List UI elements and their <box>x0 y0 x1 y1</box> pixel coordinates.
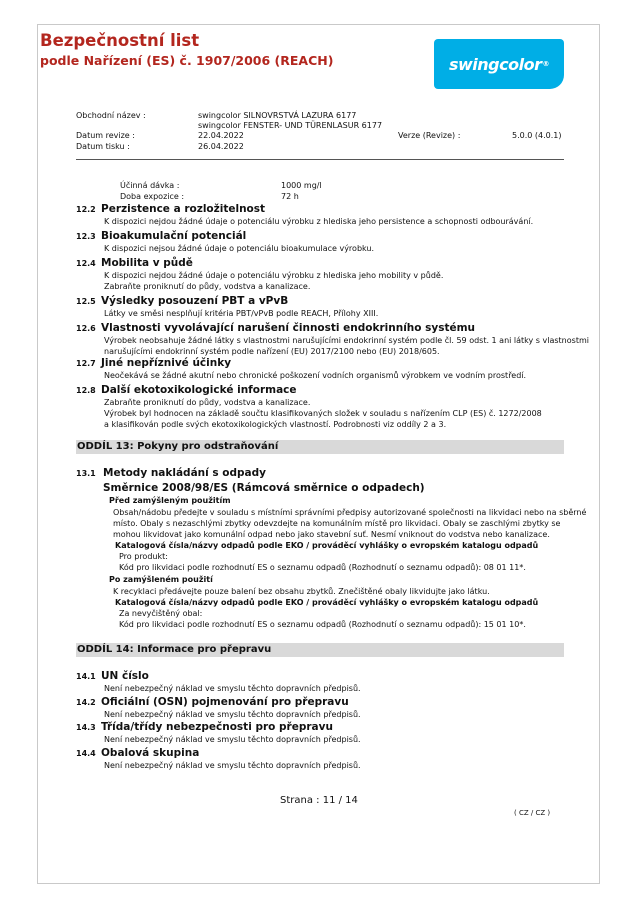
product-label: Pro produkt: <box>119 552 168 561</box>
section-text: Výrobek byl hodnocen na základě součtu klasifikovaných složek v souladu s nařízením CLP (ES) č. 1272/2008 <box>104 409 542 418</box>
unclean-code: Kód pro likvidaci podle rozhodnutí ES o seznamu odpadů (Rozhodnutí o seznamu odpadů): 15 01 10*. <box>119 620 526 629</box>
trade-name-label: Obchodní název : <box>76 111 146 120</box>
section-heading: Perzistence a rozložitelnost <box>101 203 266 215</box>
section-text: mohou likvidovat jako komunální odpad nebo jako stavební suť. Nesmí vniknout do vodstva nebo kanalizace. <box>113 530 550 539</box>
section-subheading: Směrnice 2008/98/ES (Rámcová směrnice o odpadech) <box>103 482 425 494</box>
section-number: 14.4 <box>76 749 96 758</box>
section-heading: Výsledky posouzení PBT a vPvB <box>101 295 289 307</box>
section-text: Neočekává se žádné akutní nebo chronické poškození vodních organismů výrobkem ve vodním prostředí. <box>104 371 527 380</box>
section-number: 14.2 <box>76 698 96 707</box>
section-number: 12.3 <box>76 232 96 241</box>
section-text: a klasifikován podle svých ekotoxikologických vlastností. Podrobnosti viz oddíly 2 a 3. <box>104 420 447 429</box>
section-heading: Metody nakládání s odpady <box>103 467 266 479</box>
section-number: 12.4 <box>76 259 96 268</box>
section-heading: Mobilita v půdě <box>101 257 193 269</box>
catalog-heading: Katalogová čísla/názvy odpadů podle EKO / prováděcí vyhlášky o evropském katalogu odpadů <box>115 598 539 607</box>
dose-label: Účinná dávka : <box>120 181 180 190</box>
section-number: 12.7 <box>76 359 96 368</box>
section-text: místo. Obaly s nezaschlými zbytky odevzdejte na komunálním místě pro likvidaci. Obaly se zaschlými zbytky se <box>113 519 561 528</box>
section-heading: Obalová skupina <box>101 747 200 759</box>
section-number: 12.6 <box>76 324 96 333</box>
section-text: K dispozici nejdou žádné údaje o potenciálu výrobku z hlediska jeho persistence a schopnosti odbourávání. <box>104 217 534 226</box>
section-text: Zabraňte proniknutí do půdy, vodstva a kanalizace. <box>104 398 311 407</box>
catalog-heading: Katalogová čísla/názvy odpadů podle EKO / prováděcí vyhlášky o evropském katalogu odpadů <box>115 541 539 550</box>
section-text: K dispozici nejdou žádné údaje o potenciálu výrobku z hlediska jeho mobility v půdě. <box>104 271 444 280</box>
section-number: 14.3 <box>76 723 96 732</box>
section-heading: UN číslo <box>101 670 149 682</box>
dose-value: 1000 mg/l <box>281 181 322 190</box>
section-text: Není nebezpečný náklad ve smyslu těchto dopravních předpisů. <box>104 735 361 744</box>
section-text: Látky ve směsi nesplňují kritéria PBT/vPvB podle REACH, Přílohy XIII. <box>104 309 379 318</box>
locale-code: ( CZ / CZ ) <box>514 809 551 817</box>
section-number: 12.2 <box>76 205 96 214</box>
section-number: 12.8 <box>76 386 96 395</box>
section-text: Výrobek neobsahuje žádné látky s vlastnostmi narušujícími endokrinní systém podle čl. 59 odst. 1 ani látky s vlastnostmi <box>104 336 589 345</box>
trade-name-value-2: swingcolor FENSTER- UND TÜRENLASUR 6177 <box>198 121 383 130</box>
unclean-label: Za nevyčištěný obal: <box>119 609 203 618</box>
before-use-heading: Před zamýšleným použitím <box>109 496 231 505</box>
trade-name-value-1: swingcolor SILNOVRSTVÁ LAZURA 6177 <box>198 111 357 120</box>
version-value: 5.0.0 (4.0.1) <box>512 131 562 140</box>
section-13-band: ODDÍL 13: Pokyny pro odstraňování <box>76 440 564 454</box>
section-text: narušujícími endokrinní systém podle nařízení (EU) 2017/2100 nebo (EU) 2018/605. <box>104 347 440 356</box>
after-use-heading: Po zamýšleném použití <box>109 575 213 584</box>
exposure-label: Doba expozice : <box>120 192 185 201</box>
revision-date-label: Datum revize : <box>76 131 135 140</box>
swingcolor-logo: swingcolor ® <box>434 39 564 89</box>
section-number: 12.5 <box>76 297 96 306</box>
section-text: K recyklaci předávejte pouze balení bez obsahu zbytků. Znečištěné obaly likvidujte jako látku. <box>113 587 490 596</box>
document-subtitle: podle Nařízení (ES) č. 1907/2006 (REACH) <box>40 53 334 68</box>
section-number: 14.1 <box>76 672 96 681</box>
section-text: K dispozici nejsou žádné údaje o potenciálu bioakumulace výrobku. <box>104 244 375 253</box>
section-14-band: ODDÍL 14: Informace pro přepravu <box>76 643 564 657</box>
product-code: Kód pro likvidaci podle rozhodnutí ES o seznamu odpadů (Rozhodnutí o seznamu odpadů): 08 01 11*. <box>119 563 526 572</box>
section-heading: Třída/třídy nebezpečnosti pro přepravu <box>101 721 333 733</box>
document-title: Bezpečnostní list <box>40 31 200 50</box>
section-text: Obsah/nádobu předejte v souladu s místními správními předpisy autorizované společnosti na likvidaci nebo na sběrné <box>113 508 587 517</box>
section-text: Není nebezpečný náklad ve smyslu těchto dopravních předpisů. <box>104 710 361 719</box>
section-number: 13.1 <box>76 469 96 478</box>
section-heading: Oficiální (OSN) pojmenování pro přepravu <box>101 696 349 708</box>
exposure-value: 72 h <box>281 192 299 201</box>
page-number: Strana : 11 / 14 <box>280 795 358 806</box>
version-label: Verze (Revize) : <box>398 131 461 140</box>
section-text: Není nebezpečný náklad ve smyslu těchto dopravních předpisů. <box>104 761 361 770</box>
header-divider <box>76 159 564 160</box>
print-date-value: 26.04.2022 <box>198 142 244 151</box>
section-heading: Vlastnosti vyvolávající narušení činnosti endokrinního systému <box>101 322 476 334</box>
section-heading: Jiné nepříznivé účinky <box>101 357 232 369</box>
print-date-label: Datum tisku : <box>76 142 130 151</box>
revision-date-value: 22.04.2022 <box>198 131 244 140</box>
section-heading: Bioakumulační potenciál <box>101 230 247 242</box>
section-text: Zabraňte proniknutí do půdy, vodstva a kanalizace. <box>104 282 311 291</box>
section-heading: Další ekotoxikologické informace <box>101 384 297 396</box>
section-text: Není nebezpečný náklad ve smyslu těchto dopravních předpisů. <box>104 684 361 693</box>
